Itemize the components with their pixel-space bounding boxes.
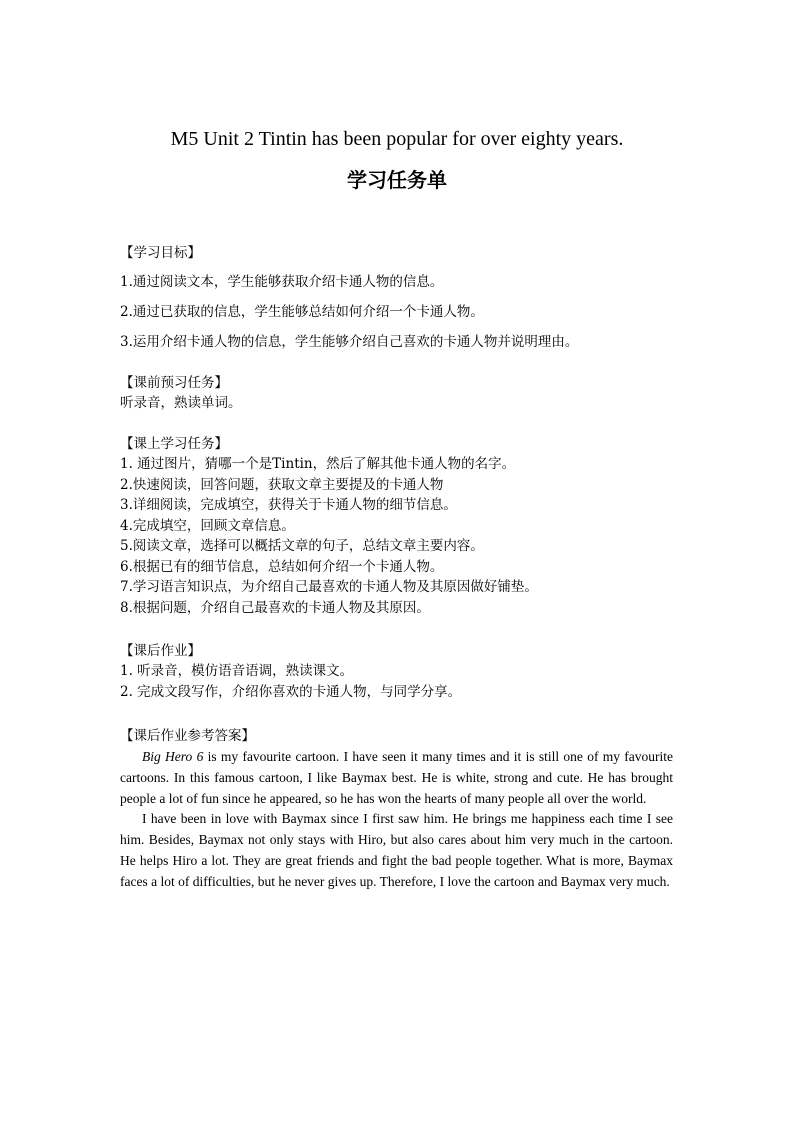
- answer-body: [120, 747, 673, 893]
- learning-goals-section: [120, 243, 680, 357]
- classwork-task-item: 3.详细阅读，完成填空，获得关于卡通人物的细节信息。: [120, 497, 457, 513]
- answer-paragraph-1-text: is my favourite cartoon. I have seen it many times and it is still one of my favourite cartoons. In this famous cartoon, I like Baymax best. He is white, strong and cute. He has brought people a lot of fun since he appeared, so he has won the hearts of many people all over the world.: [120, 749, 674, 806]
- classwork-task-item: 1. 通过图片，猜哪一个是Tintin，然后了解其他卡通人物的名字。: [120, 456, 516, 472]
- preview-task-item: 听录音，熟读单词。: [120, 395, 242, 411]
- answer-paragraph-1: [120, 747, 673, 809]
- homework-item: 1. 听录音，模仿语音语调，熟读课文。: [120, 663, 354, 679]
- classwork-task-section: [120, 434, 680, 618]
- cartoon-title: Big Hero 6: [142, 749, 204, 764]
- learning-goals-heading: 【学习目标】: [120, 245, 201, 261]
- classwork-task-item: 8.根据问题，介绍自己最喜欢的卡通人物及其原因。: [120, 599, 430, 616]
- classwork-task-item: 6.根据已有的细节信息，总结如何介绍一个卡通人物。: [120, 558, 444, 575]
- document-title-chinese: 学习任务单: [347, 168, 447, 192]
- preview-task-heading: 【课前预习任务】: [120, 375, 228, 391]
- answer-heading: 【课后作业参考答案】: [120, 728, 255, 744]
- preview-task-section: [120, 373, 680, 414]
- homework-item: 2. 完成文段写作，介绍你喜欢的卡通人物，与同学分享。: [120, 683, 462, 700]
- classwork-task-heading: 【课上学习任务】: [120, 436, 228, 452]
- answer-paragraph-2: I have been in love with Baymax since I first saw him. He brings me happiness each time I see him. Besides, Baymax not only stays with Hiro, but also cares about him very much in the cartoon. He helps Hiro a lot. They are great friends and fight the bad people together. What is more, Baymax faces a lot of difficulties, but he never gives up. Therefore, I love the cartoon and Baymax very much.: [120, 811, 673, 889]
- homework-section: [120, 641, 680, 702]
- classwork-task-item: 4.完成填空，回顾文章信息。: [120, 517, 295, 534]
- classwork-task-item: 5.阅读文章，选择可以概括文章的句子，总结文章主要内容。: [120, 538, 484, 554]
- document-title-english: M5 Unit 2 Tintin has been popular for over eighty years.: [170, 128, 624, 150]
- learning-goal-item: 3.运用介绍卡通人物的信息，学生能够介绍自己喜欢的卡通人物并说明理由。: [120, 334, 579, 350]
- learning-goal-item: 2.通过已获取的信息，学生能够总结如何介绍一个卡通人物。: [120, 304, 484, 320]
- classwork-task-item: 7.学习语言知识点，为介绍自己最喜欢的卡通人物及其原因做好铺垫。: [120, 579, 538, 595]
- classwork-task-item: 2.快速阅读，回答问题，获取文章主要提及的卡通人物: [120, 476, 444, 493]
- learning-goal-item: 1.通过阅读文本，学生能够获取介绍卡通人物的信息。: [120, 274, 444, 290]
- homework-heading: 【课后作业】: [120, 643, 201, 659]
- answer-heading-block: [120, 726, 680, 746]
